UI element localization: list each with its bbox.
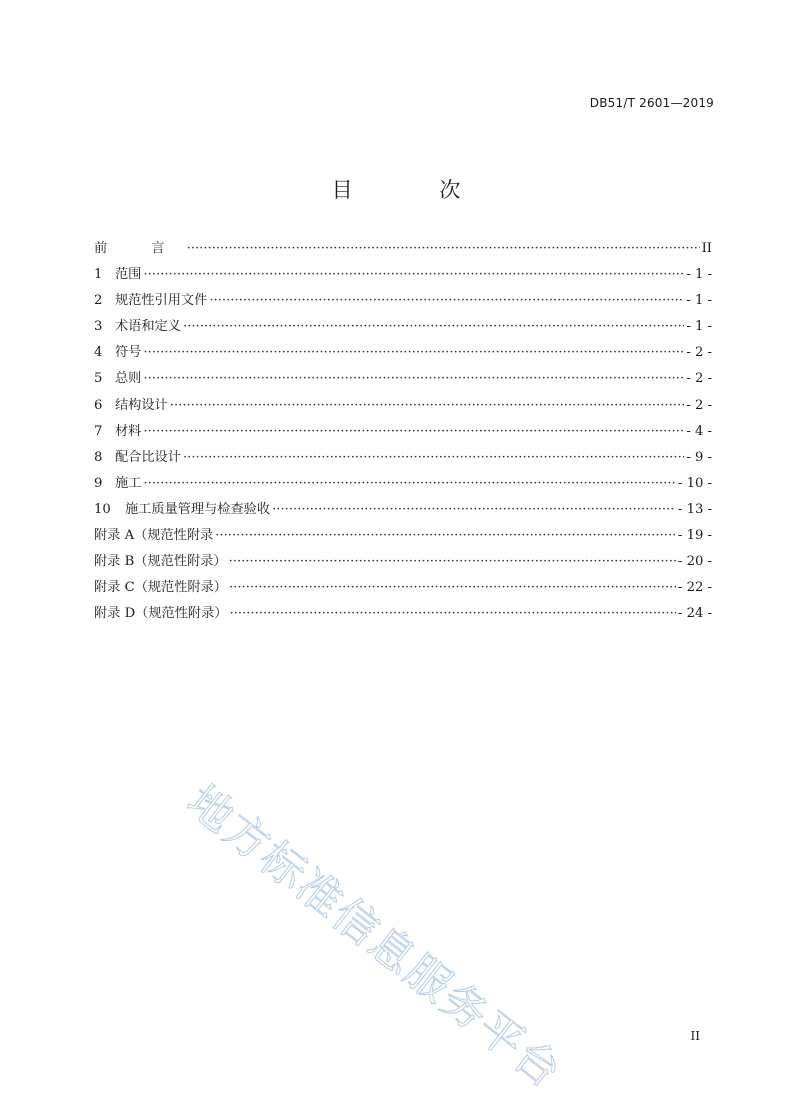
toc-entry-label: 附录 C（规范性附录） xyxy=(94,580,227,596)
toc-leader-dots xyxy=(229,549,676,575)
toc-entry-label: 附录 B（规范性附录） xyxy=(94,554,227,570)
toc-entry-label: 施工 xyxy=(115,475,142,491)
toc-entry-foreword[interactable] xyxy=(94,236,712,262)
watermark: 地方标准信息服务平台 xyxy=(177,775,572,1099)
toc-entry-label: 符号 xyxy=(115,345,142,361)
toc-entry-appendix-b[interactable] xyxy=(94,549,712,575)
toc-entry-1[interactable] xyxy=(94,262,712,288)
document-code: DB51/T 2601—2019 xyxy=(589,96,714,110)
toc-leader-dots xyxy=(183,445,684,471)
toc-entry-page: - 22 - xyxy=(677,580,712,596)
toc-leader-dots xyxy=(272,497,676,523)
toc-entry-label: 术语和定义 xyxy=(115,319,181,335)
toc-leader-dots xyxy=(209,288,684,314)
toc-entry-page: - 13 - xyxy=(677,501,712,517)
table-of-contents xyxy=(94,236,712,627)
toc-entry-9[interactable] xyxy=(94,471,712,497)
toc-entry-label: 规范性引用文件 xyxy=(115,293,208,309)
toc-entry-label: 附录 A（规范性附录 xyxy=(94,528,214,544)
toc-entry-number: 1 xyxy=(94,267,103,283)
toc-entry-7[interactable] xyxy=(94,419,712,445)
toc-entry-10[interactable] xyxy=(94,497,712,523)
toc-entry-number: 5 xyxy=(94,371,103,387)
toc-entry-appendix-c[interactable] xyxy=(94,575,712,601)
toc-entry-5[interactable] xyxy=(94,366,712,392)
toc-entry-label: 前 言 xyxy=(94,241,185,256)
toc-leader-dots xyxy=(143,419,684,445)
toc-entry-4[interactable] xyxy=(94,340,712,366)
toc-leader-dots xyxy=(229,601,675,627)
toc-entry-page: - 4 - xyxy=(686,423,712,439)
toc-entry-number: 6 xyxy=(94,397,103,413)
toc-leader-dots xyxy=(143,340,684,366)
toc-entry-number: 7 xyxy=(94,423,103,439)
toc-entry-label: 配合比设计 xyxy=(115,449,181,465)
toc-entry-number: 2 xyxy=(94,293,103,309)
toc-leader-dots xyxy=(170,393,685,419)
toc-entry-page: - 10 - xyxy=(677,475,712,491)
toc-leader-dots xyxy=(183,314,684,340)
toc-entry-page: - 2 - xyxy=(686,345,712,361)
toc-entry-page: II xyxy=(701,241,712,256)
toc-leader-dots xyxy=(143,471,676,497)
toc-entry-page: - 1 - xyxy=(686,319,712,335)
toc-entry-2[interactable] xyxy=(94,288,712,314)
toc-entry-appendix-d[interactable] xyxy=(94,601,712,627)
toc-leader-dots xyxy=(143,366,684,392)
toc-entry-label: 总则 xyxy=(115,371,142,387)
page-number: II xyxy=(690,1029,700,1043)
toc-entry-page: - 19 - xyxy=(677,528,712,544)
toc-entry-page: - 24 - xyxy=(677,606,712,622)
toc-entry-label: 施工质量管理与检查验收 xyxy=(125,501,271,517)
toc-entry-page: - 1 - xyxy=(686,293,712,309)
toc-entry-label: 材料 xyxy=(115,423,142,439)
toc-entry-number: 3 xyxy=(94,319,103,335)
toc-entry-label: 范围 xyxy=(115,267,142,283)
toc-leader-dots xyxy=(143,262,684,288)
page-title: 目 次 xyxy=(331,178,501,202)
toc-entry-number: 8 xyxy=(94,449,103,465)
toc-entry-3[interactable] xyxy=(94,314,712,340)
toc-entry-number: 10 xyxy=(94,501,111,517)
toc-entry-page: - 20 - xyxy=(677,554,712,570)
toc-leader-dots xyxy=(187,236,700,262)
toc-leader-dots xyxy=(229,575,676,601)
toc-entry-6[interactable] xyxy=(94,393,712,419)
toc-entry-label: 结构设计 xyxy=(115,397,168,413)
toc-entry-appendix-a[interactable] xyxy=(94,523,712,549)
toc-entry-number: 9 xyxy=(94,475,103,491)
toc-entry-page: - 2 - xyxy=(686,371,712,387)
toc-entry-label: 附录 D（规范性附录） xyxy=(94,606,228,622)
toc-entry-page: - 9 - xyxy=(686,449,712,465)
toc-entry-page: - 2 - xyxy=(686,397,712,413)
toc-entry-page: - 1 - xyxy=(686,267,712,283)
toc-entry-number: 4 xyxy=(94,345,103,361)
toc-leader-dots xyxy=(215,523,676,549)
toc-entry-8[interactable] xyxy=(94,445,712,471)
